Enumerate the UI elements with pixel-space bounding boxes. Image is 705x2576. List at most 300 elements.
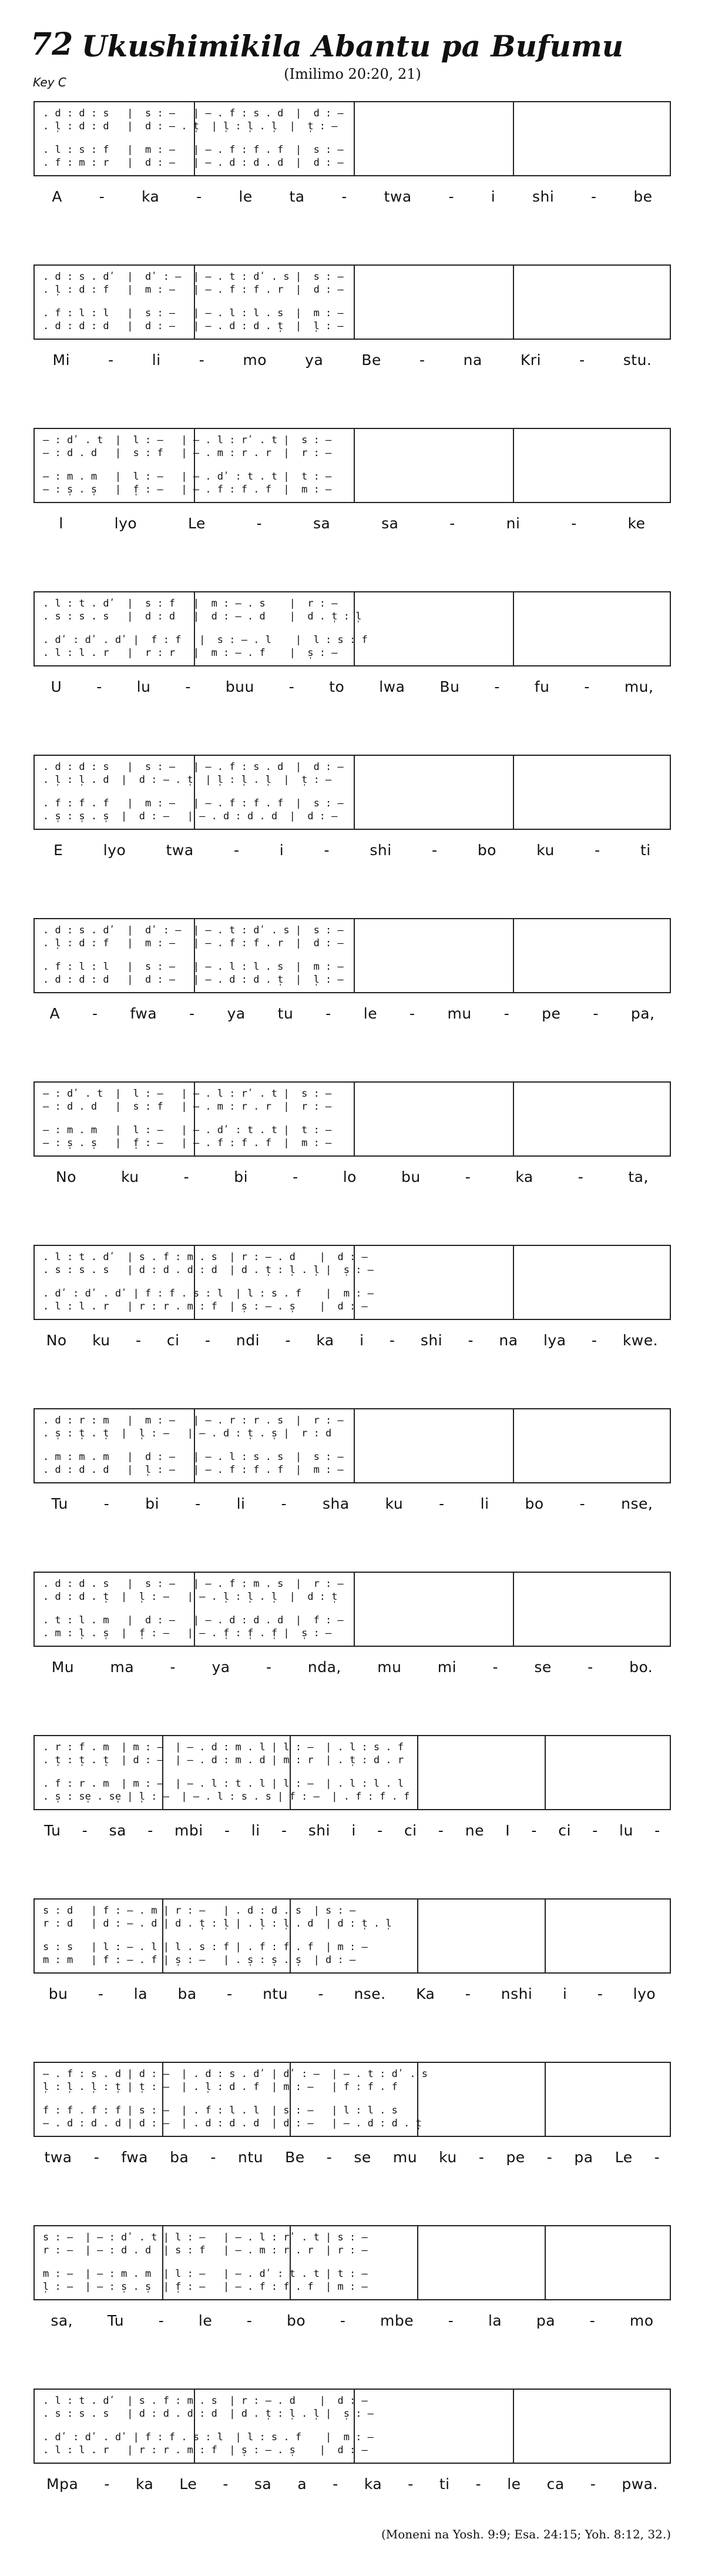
lyric-syllable: - xyxy=(170,1658,176,1676)
lyric-syllable: bu xyxy=(48,1985,68,2002)
lyric-syllable: - xyxy=(448,187,454,205)
lyric-line xyxy=(33,1818,671,1842)
lyric-syllable: sa xyxy=(313,514,331,532)
solfa-staff xyxy=(33,755,671,830)
lyric-syllable: - xyxy=(266,1658,272,1676)
lyric-syllable: Mu xyxy=(51,1658,75,1676)
lyric-syllable: i xyxy=(491,187,496,205)
lyric-syllable: ca xyxy=(546,2475,565,2493)
lyric-line xyxy=(33,1001,671,1025)
voice-part: . t̩ : t̩ . t̩ | d : — | – . d : m . d | m : r | . t̩ : d . r xyxy=(43,1754,404,1766)
voice-part: — : dʹ . t | l : — | – . l : rʹ . t | s : — xyxy=(43,434,332,446)
voice-part: — : s̩ . s̩ | f̩ : — | – . f : f . f | m : — xyxy=(43,1137,332,1149)
lyric-syllable: bo xyxy=(287,2312,306,2329)
lyric-syllable: Le xyxy=(615,2148,633,2166)
lyric-syllable: - xyxy=(233,841,240,859)
lyric-line xyxy=(33,1655,671,1679)
lyric-syllable: Tu xyxy=(44,1821,61,1839)
lyric-line xyxy=(33,1165,671,1188)
lyric-syllable: - xyxy=(431,841,438,859)
lyric-syllable: - xyxy=(588,1658,593,1676)
lyric-syllable: - xyxy=(654,1821,660,1839)
lyric-syllable: ka xyxy=(316,1331,334,1349)
solfa-staff xyxy=(33,2062,671,2137)
lyric-syllable: shi xyxy=(420,1331,443,1349)
lyric-syllable: - xyxy=(285,1331,291,1349)
voice-part: — : m . m | l : — | – . dʹ : t . t | t : — xyxy=(43,1124,332,1136)
lyric-syllable: Mpa xyxy=(46,2475,79,2493)
lyric-syllable: - xyxy=(333,2475,338,2493)
lyric-syllable: - xyxy=(571,514,577,532)
lyric-syllable: li xyxy=(251,1821,260,1839)
lyric-syllable: lya xyxy=(543,1331,566,1349)
lyric-syllable: fu xyxy=(534,678,550,695)
lyric-syllable: - xyxy=(93,2148,100,2166)
lyric-syllable: a xyxy=(297,2475,307,2493)
solfa-staff xyxy=(33,1735,671,1810)
lyric-syllable: - xyxy=(136,1331,142,1349)
voice-part: – . d : d . d | d : — | . d : d . d | d : — | – . d : d . t̩ xyxy=(43,2118,422,2129)
lyric-syllable: ya xyxy=(305,351,324,369)
hymn-title: Ukushimikila Abantu pa Bufumu xyxy=(81,29,624,63)
lyric-syllable: nshi xyxy=(501,1985,533,2002)
lyric-syllable: li xyxy=(152,351,161,369)
voice-part: . r : f . m | m : — | – . d : m . l | l : — | . l : s . f xyxy=(43,1741,404,1753)
lyric-syllable: ni xyxy=(506,514,521,532)
solfa-staff xyxy=(33,591,671,666)
lyric-syllable: - xyxy=(592,1821,598,1839)
lyric-syllable: ntu xyxy=(238,2148,263,2166)
lyric-syllable: - xyxy=(546,2148,553,2166)
voice-part: . l : l . r | r : r | m : – . f | s̩ : — xyxy=(43,647,338,659)
scripture-reference: (Imilimo 20:20, 21) xyxy=(284,66,421,82)
lyric-syllable: - xyxy=(579,1495,586,1512)
lyric-syllable: - xyxy=(147,1821,153,1839)
lyric-syllable: - xyxy=(104,2475,110,2493)
lyric-syllable: lu xyxy=(619,1821,633,1839)
lyric-syllable: - xyxy=(281,1821,287,1839)
voice-part: . s : s . s | d : d . d : d | d . t̩ : l̩ . l̩ | s̩ : — xyxy=(43,2408,374,2420)
lyric-syllable: lyo xyxy=(114,514,137,532)
lyric-syllable: - xyxy=(92,1004,98,1022)
voice-part: . l̩ : d : f | m : — | – . f : f . r | d : — xyxy=(43,937,344,949)
lyric-line xyxy=(33,1328,671,1352)
solfa-staff xyxy=(33,101,671,176)
lyric-syllable: A xyxy=(52,187,62,205)
lyric-syllable: nda, xyxy=(307,1658,341,1676)
lyric-syllable: - xyxy=(108,351,114,369)
voice-part: — : d . d | s : f | – . m : r . r | r : — xyxy=(43,447,332,459)
lyric-line xyxy=(33,511,671,535)
lyric-syllable: bo xyxy=(525,1495,544,1512)
lyric-syllable: tu xyxy=(277,1004,294,1022)
solfa-staff xyxy=(33,2389,671,2464)
lyric-syllable: mu xyxy=(392,2148,418,2166)
lyric-syllable: - xyxy=(195,1495,201,1512)
lyric-syllable: ku xyxy=(121,1168,139,1185)
voice-part: . d : d : s | s : — | – . f : s . d | d : — xyxy=(43,108,344,119)
voice-part: . d : d : d | d : — | – . d : d . t̩ | l̩ : — xyxy=(43,974,344,986)
lyric-line xyxy=(33,2309,671,2332)
lyric-syllable: bo. xyxy=(629,1658,653,1676)
lyric-syllable: - xyxy=(597,1985,603,2002)
lyric-syllable: mbe xyxy=(380,2312,414,2329)
lyric-syllable: ci xyxy=(404,1821,417,1839)
voice-part: . d : d . s | s : — | – . f : m . s | r : — xyxy=(43,1578,344,1590)
lyric-syllable: ba xyxy=(170,2148,189,2166)
lyric-syllable: - xyxy=(340,2312,346,2329)
lyric-syllable: i xyxy=(351,1821,356,1839)
voice-part: . l : l . r | r : r . m : f | s̩ : – . s̩ | d : — xyxy=(43,2444,368,2456)
lyric-syllable: - xyxy=(293,1168,298,1185)
lyric-syllable: - xyxy=(468,1331,474,1349)
lyric-syllable: stu. xyxy=(623,351,652,369)
lyric-syllable: - xyxy=(246,2312,253,2329)
lyric-line xyxy=(33,348,671,371)
voice-part: l̩ : l̩ . l̩ : t̩ | t̩ : — | . l̩ : d . f | m : — | f : f . f xyxy=(43,2081,398,2093)
voice-part: . dʹ : dʹ . dʹ | f : f . s : l | l : s . f | m : — xyxy=(43,2431,374,2443)
solfa-staff xyxy=(33,1572,671,1647)
lyric-syllable: - xyxy=(503,1004,510,1022)
lyric-syllable: - xyxy=(324,841,330,859)
lyric-syllable: - xyxy=(578,1168,584,1185)
lyric-syllable: Tu xyxy=(51,1495,68,1512)
lyric-syllable: - xyxy=(341,187,347,205)
voice-part: . l : l . r | r : r . m : f | s̩ : – . s̩ | d : — xyxy=(43,1301,368,1312)
lyric-syllable: - xyxy=(98,1985,104,2002)
lyric-syllable: - xyxy=(377,1821,383,1839)
lyric-syllable: lyo xyxy=(633,1985,656,2002)
lyric-syllable: - xyxy=(531,1821,537,1839)
lyric-syllable: buu xyxy=(225,678,254,695)
lyric-syllable: - xyxy=(494,678,500,695)
lyric-syllable: ma xyxy=(110,1658,135,1676)
voice-part: m : — | — : m . m | l : — | – . dʹ : t . t | t : — xyxy=(43,2268,368,2280)
voice-part: — : s̩ . s̩ | f̩ : — | – . f : f . f | m : — xyxy=(43,484,332,495)
voice-part: s : s | l : – . l | l . s : f | . f : f . f | m : — xyxy=(43,1941,368,1953)
lyric-syllable: sa xyxy=(254,2475,272,2493)
lyric-syllable: bu xyxy=(401,1168,421,1185)
lyric-syllable: - xyxy=(409,1004,415,1022)
voice-part: . l̩ : d : d | d : – . t̩ | l̩ : l̩ . l̩ | t̩ : — xyxy=(43,120,338,132)
lyric-syllable: Ka xyxy=(416,1985,435,2002)
lyric-syllable: mu xyxy=(377,1658,402,1676)
lyric-syllable: shi xyxy=(308,1821,331,1839)
lyric-line xyxy=(33,2472,671,2495)
voice-part: . d : s . dʹ | dʹ : — | – . t : dʹ . s | s : — xyxy=(43,924,344,936)
lyric-syllable: ke xyxy=(627,514,646,532)
lyric-syllable: Le xyxy=(179,2475,197,2493)
lyric-syllable: nse, xyxy=(621,1495,653,1512)
lyric-line xyxy=(33,2145,671,2169)
lyric-syllable: le xyxy=(198,2312,213,2329)
lyric-syllable: ne xyxy=(465,1821,484,1839)
lyric-syllable: pa xyxy=(536,2312,556,2329)
solfa-staff xyxy=(33,2225,671,2300)
lyric-syllable: ku xyxy=(439,2148,457,2166)
voice-part: . t : l . m | d : — | – . d : d . d | f : — xyxy=(43,1614,344,1626)
lyric-syllable: ya xyxy=(212,1658,230,1676)
lyric-syllable: kwe. xyxy=(622,1331,659,1349)
lyric-syllable: - xyxy=(318,1985,324,2002)
lyric-syllable: Bu xyxy=(439,678,460,695)
lyric-syllable: la xyxy=(133,1985,148,2002)
lyric-syllable: ci xyxy=(558,1821,571,1839)
solfa-staff xyxy=(33,918,671,993)
lyric-syllable: lo xyxy=(343,1168,357,1185)
lyric-syllable: - xyxy=(103,1495,110,1512)
solfa-staff xyxy=(33,1898,671,1974)
lyric-syllable: ci xyxy=(166,1331,180,1349)
lyric-syllable: - xyxy=(408,2475,414,2493)
lyric-syllable: ndi xyxy=(236,1331,260,1349)
lyric-syllable: li xyxy=(480,1495,489,1512)
lyric-syllable: - xyxy=(389,1331,395,1349)
footnote-references: (Moneni na Yosh. 9:9; Esa. 24:15; Yoh. 8:12, 32.) xyxy=(381,2527,671,2541)
lyric-syllable: - xyxy=(224,1821,230,1839)
voice-part: . l̩ : l̩ . d | d : – . t̩ | l̩ : l̩ . l̩ | t̩ : — xyxy=(43,774,332,786)
lyric-syllable: - xyxy=(584,678,590,695)
lyric-syllable: twa xyxy=(384,187,412,205)
lyric-syllable: - xyxy=(438,1821,444,1839)
voice-part: . s̩ : t̩ . t̩ | l̩ : — | – . d : t̩ . s̩ | r : d xyxy=(43,1428,332,1439)
lyric-syllable: - xyxy=(465,1168,471,1185)
lyric-line xyxy=(33,185,671,208)
lyric-syllable: se xyxy=(354,2148,371,2166)
lyric-syllable: Be xyxy=(285,2148,305,2166)
lyric-syllable: - xyxy=(204,1331,211,1349)
lyric-syllable: nse. xyxy=(354,1985,386,2002)
lyric-syllable: Kri xyxy=(520,351,542,369)
voice-part: . d : r : m | m : — | – . r : r . s | r : — xyxy=(43,1415,344,1426)
voice-part: . f : l : l | s : — | – . l : l . s | m : — xyxy=(43,961,344,973)
solfa-staff xyxy=(33,1408,671,1483)
lyric-syllable: ya xyxy=(227,1004,246,1022)
lyric-syllable: ba xyxy=(177,1985,197,2002)
lyric-syllable: i xyxy=(360,1331,364,1349)
lyric-syllable: Le xyxy=(187,514,206,532)
lyric-syllable: ku xyxy=(536,841,555,859)
voice-part: . f : m : r | d : — | – . d : d . d | d : — xyxy=(43,157,344,169)
key-signature: Key C xyxy=(33,75,66,89)
lyric-syllable: le xyxy=(239,187,253,205)
lyric-syllable: mu, xyxy=(624,678,654,695)
voice-part: . s̩ : s̩ . s̩ | d : — | – . d : d . d | d : — xyxy=(43,810,338,822)
lyric-syllable: - xyxy=(185,678,191,695)
lyric-syllable: - xyxy=(475,2475,482,2493)
voice-part: . s̩ : se̩ . se̩ | l̩ : — | – . l : s . s | f : — | . f : f . f xyxy=(43,1791,410,1803)
voice-part: . f : f . f | m : — | – . f : f . f | s : — xyxy=(43,798,344,809)
voice-part: s : — | — : dʹ . t | l : — | – . l : rʹ . t | s : — xyxy=(43,2232,368,2243)
lyric-syllable: be xyxy=(633,187,653,205)
lyric-syllable: - xyxy=(158,2312,164,2329)
lyric-syllable: bi xyxy=(145,1495,160,1512)
lyric-syllable: shi xyxy=(532,187,555,205)
lyric-syllable: ka xyxy=(515,1168,533,1185)
lyric-syllable: No xyxy=(56,1168,77,1185)
lyric-syllable: ku xyxy=(385,1495,404,1512)
voice-part: — : d . d | s : f | – . m : r . r | r : — xyxy=(43,1101,332,1113)
lyric-syllable: - xyxy=(448,2312,454,2329)
voice-part: l̩ : — | — : s̩ . s̩ | f̩ : — | – . f : f . f | m : — xyxy=(43,2281,368,2293)
voice-part: r : — | — : d . d | s : f | – . m : r . r | r : — xyxy=(43,2245,368,2256)
solfa-staff xyxy=(33,1245,671,1320)
voice-part: . l̩ : d : f | m : — | – . f : f . r | d : — xyxy=(43,284,344,296)
lyric-syllable: - xyxy=(281,1495,287,1512)
lyric-syllable: ka xyxy=(135,2475,154,2493)
lyric-syllable: - xyxy=(99,187,105,205)
voice-part: . s : s . s | d : d . d : d | d . t̩ : l̩ . l̩ | s̩ : — xyxy=(43,1264,374,1276)
lyric-syllable: na xyxy=(463,351,482,369)
lyric-syllable: mu xyxy=(447,1004,472,1022)
lyric-syllable: le xyxy=(363,1004,378,1022)
lyric-syllable: pa, xyxy=(630,1004,655,1022)
lyric-syllable: lu xyxy=(136,678,151,695)
lyric-syllable: shi xyxy=(370,841,392,859)
lyric-syllable: - xyxy=(654,2148,660,2166)
lyric-syllable: - xyxy=(591,1331,597,1349)
voice-part: . m : m . m | d : — | – . l : s . s | s : — xyxy=(43,1451,344,1463)
voice-part: . s : s . s | d : d | d : – . d | d . t̩ : l̩ xyxy=(43,611,362,622)
solfa-staff xyxy=(33,1081,671,1157)
lyric-syllable: - xyxy=(593,1004,599,1022)
lyric-syllable: pe xyxy=(542,1004,561,1022)
voice-part: . dʹ : dʹ . dʹ | f : f . s : l | l : s . f | m : — xyxy=(43,1288,374,1299)
lyric-syllable: ntu xyxy=(263,1985,288,2002)
lyric-syllable: lwa xyxy=(379,678,405,695)
lyric-line xyxy=(33,838,671,862)
lyric-syllable: - xyxy=(478,2148,485,2166)
lyric-syllable: - xyxy=(591,187,597,205)
voice-part: . d : d : d | d : — | – . d : d . t̩ | l̩ : — xyxy=(43,320,344,332)
lyric-syllable: i xyxy=(279,841,284,859)
lyric-syllable: A xyxy=(49,1004,61,1022)
lyric-syllable: - xyxy=(196,187,202,205)
voice-part: r : d | d : – . d | d . t̩ : l̩ | . l̩ : l̩ . d | d : t̩ . l̩ xyxy=(43,1918,392,1930)
voice-part: . f : l : l | s : — | – . l : l . s | m : — xyxy=(43,307,344,319)
lyric-syllable: - xyxy=(595,841,600,859)
lyric-syllable: - xyxy=(96,678,102,695)
lyric-syllable: fwa xyxy=(121,2148,148,2166)
lyric-syllable: - xyxy=(419,351,425,369)
voice-part: f : f . f : f | s : — | . f : l . l | s : — | l : l . s xyxy=(43,2105,398,2116)
lyric-syllable: - xyxy=(590,2475,596,2493)
lyric-syllable: na xyxy=(499,1331,518,1349)
lyric-syllable: - xyxy=(325,1004,331,1022)
lyric-syllable: - xyxy=(256,514,263,532)
voice-part: — : dʹ . t | l : — | – . l : rʹ . t | s : — xyxy=(43,1088,332,1100)
lyric-syllable: - xyxy=(439,1495,445,1512)
voice-part: . dʹ : dʹ . dʹ | f : f | s : – . l | l : s : f xyxy=(43,634,368,646)
voice-part: . l : t . dʹ | s . f : m . s | r : – . d | d : — xyxy=(43,1251,368,1263)
lyric-syllable: sa xyxy=(381,514,399,532)
lyric-syllable: lyo xyxy=(103,841,126,859)
voice-part: s : d | f : – . m | r : — | . d : d . s | s : — xyxy=(43,1905,356,1917)
lyric-syllable: fwa xyxy=(130,1004,157,1022)
lyric-syllable: - xyxy=(579,351,585,369)
voice-part: . d : d . d | l̩ : — | – . f : f . f | m : — xyxy=(43,1464,344,1476)
voice-part: . d : s . dʹ | dʹ : — | – . t : dʹ . s | s : — xyxy=(43,271,344,283)
lyric-syllable: No xyxy=(46,1331,67,1349)
lyric-syllable: ti xyxy=(640,841,651,859)
lyric-line xyxy=(33,1982,671,2005)
lyric-syllable: ka xyxy=(364,2475,382,2493)
lyric-line xyxy=(33,1492,671,1515)
lyric-syllable: mi xyxy=(437,1658,457,1676)
lyric-syllable: sa xyxy=(109,1821,126,1839)
solfa-staff xyxy=(33,264,671,340)
lyric-syllable: Tu xyxy=(107,2312,125,2329)
lyric-syllable: - xyxy=(82,1821,88,1839)
lyric-syllable: ta xyxy=(289,187,305,205)
lyric-syllable: se xyxy=(534,1658,552,1676)
voice-part: . f : r . m | m : — | – . l : t . l | l : — | . l : l . l xyxy=(43,1778,404,1790)
lyric-syllable: pa xyxy=(574,2148,593,2166)
lyric-syllable: I xyxy=(505,1821,511,1839)
lyric-syllable: ku xyxy=(92,1331,110,1349)
voice-part: . m : l̩ . s̩ | f̩ : — | – . f̩ : f̩ . f̩ | s̩ : — xyxy=(43,1627,332,1639)
solfa-staff xyxy=(33,428,671,503)
lyric-syllable: Be xyxy=(361,351,381,369)
voice-part: . d : d . t̩ | l̩ : — | – . l̩ : l̩ . l̩ | d : t̩ xyxy=(43,1591,338,1603)
lyric-syllable: ka xyxy=(142,187,160,205)
lyric-syllable: - xyxy=(223,2475,229,2493)
lyric-syllable: la xyxy=(488,2312,502,2329)
lyric-syllable: - xyxy=(449,514,455,532)
lyric-syllable: i xyxy=(562,1985,568,2002)
lyric-syllable: mo xyxy=(629,2312,654,2329)
voice-part: . l : t . dʹ | s . f : m . s | r : – . d | d : — xyxy=(43,2395,368,2407)
lyric-syllable: twa xyxy=(44,2148,72,2166)
lyric-syllable: mo xyxy=(243,351,267,369)
lyric-syllable: - xyxy=(189,1004,195,1022)
voice-part: m : m | f : – . f | s̩ : — | . s̩ : s̩ . s̩ | d : — xyxy=(43,1954,356,1966)
lyric-syllable: le xyxy=(507,2475,521,2493)
lyric-syllable: sa, xyxy=(51,2312,73,2329)
lyric-syllable: - xyxy=(183,1168,190,1185)
lyric-syllable: li xyxy=(236,1495,246,1512)
lyric-syllable: U xyxy=(51,678,62,695)
voice-part: . l : s : f | m : — | – . f : f . f | s : — xyxy=(43,144,344,156)
lyric-syllable: pe xyxy=(506,2148,525,2166)
voice-part: . d : d : s | s : — | – . f : s . d | d : — xyxy=(43,761,344,773)
lyric-syllable: - xyxy=(210,2148,216,2166)
lyric-syllable: to xyxy=(329,678,345,695)
voice-part: – . f : s . d | d : — | . d : s . dʹ | dʹ : — | – . t : dʹ . s xyxy=(43,2068,428,2080)
lyric-syllable: bo xyxy=(477,841,496,859)
lyric-syllable: Mi xyxy=(52,351,70,369)
page-number: 72 xyxy=(31,26,73,62)
lyric-syllable: - xyxy=(589,2312,596,2329)
lyric-syllable: - xyxy=(465,1985,471,2002)
voice-part: . l : t . dʹ | s : f | m : – . s | r : — xyxy=(43,598,338,609)
lyric-syllable: E xyxy=(53,841,63,859)
lyric-syllable: ta, xyxy=(628,1168,649,1185)
lyric-syllable: ti xyxy=(439,2475,450,2493)
lyric-line xyxy=(33,675,671,698)
lyric-syllable: bi xyxy=(234,1168,249,1185)
lyric-syllable: pwa. xyxy=(622,2475,658,2493)
voice-part: — : m . m | l : — | – . dʹ : t . t | t : — xyxy=(43,471,332,483)
lyric-syllable: - xyxy=(492,1658,499,1676)
lyric-syllable: l xyxy=(59,514,63,532)
lyric-syllable: - xyxy=(227,1985,233,2002)
lyric-syllable: mbi xyxy=(174,1821,203,1839)
lyric-syllable: sha xyxy=(322,1495,350,1512)
hymn-header xyxy=(31,24,674,88)
lyric-syllable: - xyxy=(288,678,295,695)
lyric-syllable: twa xyxy=(166,841,194,859)
